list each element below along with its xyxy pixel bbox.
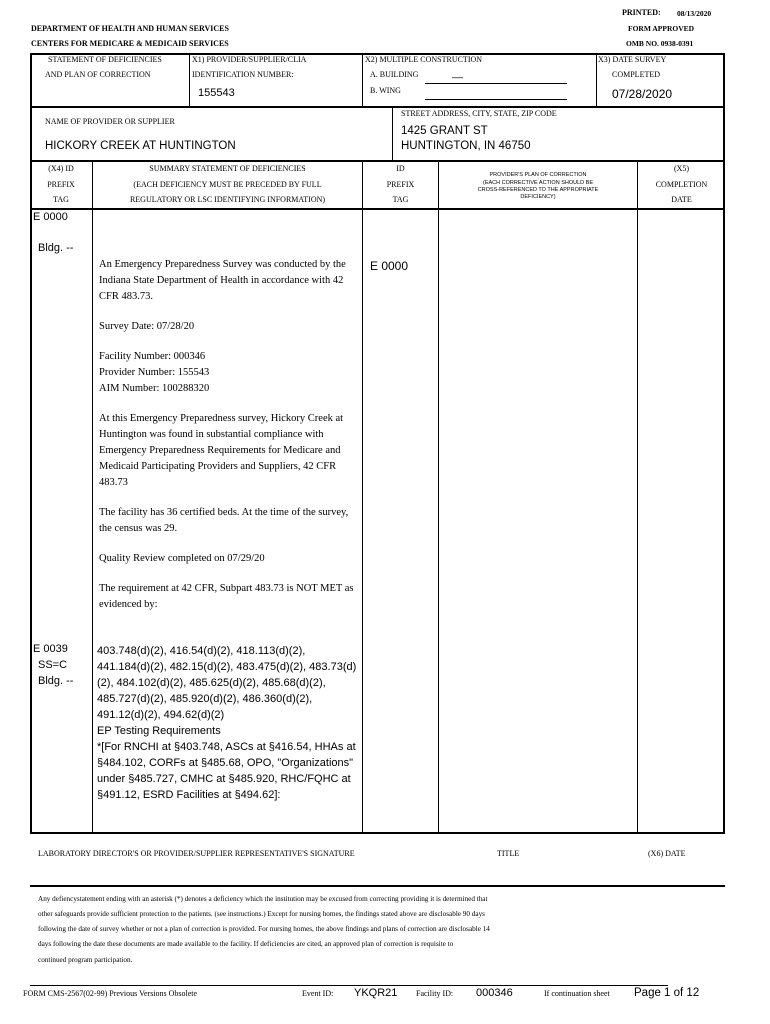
building-label: A. BUILDING [370, 70, 419, 79]
omb-number: OMB NO. 0938-0391 [626, 39, 694, 48]
wing-label: B. WING [370, 86, 401, 95]
right-tag-e0000: E 0000 [370, 259, 409, 273]
statement-label: AND PLAN OF CORRECTION [45, 70, 151, 79]
date-survey-value: 07/28/2020 [612, 87, 673, 101]
multiple-construction-label: X2) MULTIPLE CONSTRUCTION [365, 55, 483, 64]
continuation-label: If continuation sheet [544, 989, 610, 998]
column-divider [362, 161, 363, 834]
provider-id-label: IDENTIFICATION NUMBER: [192, 70, 294, 79]
ep-testing-scope: *[For RNCHI at §403.748, ASCs at §416.54, HHAs at §484.102, CORFs at §485.68, OPO, "Organizations" under §485.727, CMHC at §485.920, RHC/FQHC at §491.12, ESRD Facilities at §494.62]: [97, 741, 356, 801]
bldg-label: Bldg. -- [38, 242, 74, 254]
col-id-header: ID [396, 164, 405, 173]
summary-paragraph: The facility has 36 certified beds. At the time of the survey, the census was 29. [99, 507, 349, 534]
summary-text [99, 257, 357, 627]
scope-severity: SS=C [38, 659, 68, 671]
summary-paragraph: Quality Review completed on 07/29/20 [99, 553, 265, 564]
col-x4-header: TAG [53, 195, 69, 204]
disclaimer-line: days following the date these documents are made available to the facility. If deficiencies are cited, an approved plan of correction is requisite to [38, 940, 454, 948]
col-x5-header: DATE [671, 195, 692, 204]
form-approved: FORM APPROVED [628, 24, 695, 33]
signature-divider [30, 885, 725, 887]
provider-name-label: NAME OF PROVIDER OR SUPPLIER [45, 117, 175, 126]
col-summary-header: REGULATORY OR LSC IDENTIFYING INFORMATION) [129, 195, 326, 204]
signature-label: LABORATORY DIRECTOR'S OR PROVIDER/SUPPLIER REPRESENTATIVE'S SIGNATURE [38, 849, 355, 858]
bldg-label: Bldg. -- [38, 675, 74, 687]
divider [30, 208, 725, 210]
address-city: HUNTINGTON, IN 46750 [401, 140, 531, 152]
form-id: FORM CMS-2567(02-99) Previous Versions Obsolete [23, 989, 198, 998]
title-label: TITLE [497, 849, 520, 858]
col-summary-header: (EACH DEFICIENCY MUST BE PRECEDED BY FULL [133, 180, 322, 189]
date-label: (X6) DATE [648, 849, 686, 858]
summary-line: Provider Number: 155543 [99, 367, 210, 378]
printed-label: PRINTED: [622, 8, 661, 17]
disclaimer-line: Any defiencystatement ending with an asterisk (*) denotes a deficiency which the institution may be excused from correcting providing it is determined that [38, 895, 488, 903]
disclaimer-line: other safeguards provide sufficient protection to the patients. (see instructions.) Except for nursing homes, the findings stated above are disclosable 90 days [38, 910, 485, 918]
e0039-text [97, 643, 359, 803]
column-divider [637, 161, 638, 834]
address-label: STREET ADDRESS, CITY, STATE, ZIP CODE [401, 109, 557, 118]
provider-id-value: 155543 [198, 87, 235, 99]
facility-id-value: 000346 [476, 987, 513, 999]
summary-paragraph: Survey Date: 07/28/20 [99, 321, 195, 332]
department-name: DEPARTMENT OF HEALTH AND HUMAN SERVICES [31, 24, 229, 33]
facility-id-label: Facility ID: [416, 989, 454, 998]
summary-paragraph: The requirement at 42 CFR, Subpart 483.73 is NOT MET as evidenced by: [99, 583, 354, 610]
col-plan-header: (EACH CORRECTIVE ACTION SHOULD BE [482, 180, 594, 186]
event-id-label: Event ID: [302, 989, 334, 998]
column-divider [92, 161, 93, 834]
building-underline [425, 83, 567, 84]
date-survey-label: COMPLETED [612, 70, 660, 79]
regulation-list: 403.748(d)(2), 416.54(d)(2), 418.113(d)(2), 441.184(d)(2), 482.15(d)(2), 483.475(d)(2), 483.73(d)(2), 484.102(d)(2), 485.625(d)(2), 485.68(d)(2), 485.727(d)(2), 485.920(d)(2), 486.360(d)(2), 491.12(d)(2), 494.62(d)(2) [97, 645, 357, 721]
centers-name: CENTERS FOR MEDICARE & MEDICAID SERVICES [31, 39, 229, 48]
divider [392, 107, 393, 161]
summary-line: AIM Number: 100288320 [99, 383, 210, 394]
wing-underline [425, 99, 567, 100]
event-id-value: YKQR21 [354, 987, 398, 999]
col-x4-header: PREFIX [47, 180, 75, 189]
printed-date: 08/13/2020 [677, 9, 712, 18]
col-plan-header: PROVIDER'S PLAN OF CORRECTION [489, 172, 587, 178]
date-survey-label: X3) DATE SURVEY [598, 55, 667, 64]
page-number: Page 1 of 12 [634, 987, 700, 999]
col-x5-header: COMPLETION [655, 180, 708, 189]
provider-name: HICKORY CREEK AT HUNTINGTON [45, 140, 236, 152]
disclaimer-line: following the date of survey whether or not a plan of correction is provided. For nursing homes, the above findings and plans of correction are disclosable 14 [38, 925, 490, 933]
col-id-header: PREFIX [386, 180, 415, 189]
tag-e0039: E 0039 [33, 643, 68, 655]
col-x5-header: (X5) [673, 164, 690, 173]
summary-paragraph: An Emergency Preparedness Survey was conducted by the Indiana State Department of Health in accordance with 42 CFR 483.73. [99, 259, 346, 302]
divider [596, 53, 597, 107]
column-divider [438, 161, 439, 834]
tag-e0000: E 0000 [33, 211, 68, 223]
divider [30, 106, 725, 108]
col-x4-header: (X4) ID [48, 164, 74, 173]
ep-testing-title: EP Testing Requirements [97, 725, 221, 737]
disclaimer-line: continued program participation. [38, 956, 133, 964]
divider [189, 53, 190, 107]
provider-id-label: X1) PROVIDER/SUPPLIER/CLIA [192, 55, 307, 64]
col-summary-header: SUMMARY STATEMENT OF DEFICIENCIES [149, 164, 306, 173]
summary-line: Facility Number: 000346 [99, 351, 206, 362]
col-id-header: TAG [392, 195, 409, 204]
divider [30, 160, 725, 162]
divider [362, 53, 363, 107]
summary-paragraph: At this Emergency Preparedness survey, Hickory Creek at Huntington was found in substantial compliance with Emergency Preparedness Requirements for Medicare and Medicaid Participating Providers and Suppliers, 42 CFR 483.73 [99, 413, 344, 488]
col-plan-header: CROSS-REFERENCED TO THE APPROPRIATE [477, 187, 599, 193]
building-value: __ [452, 68, 464, 79]
statement-label: STATEMENT OF DEFICIENCIES [48, 55, 162, 64]
footer-divider [30, 985, 668, 986]
address-street: 1425 GRANT ST [401, 125, 488, 137]
col-plan-header: DEFICIENCY) [520, 194, 556, 200]
